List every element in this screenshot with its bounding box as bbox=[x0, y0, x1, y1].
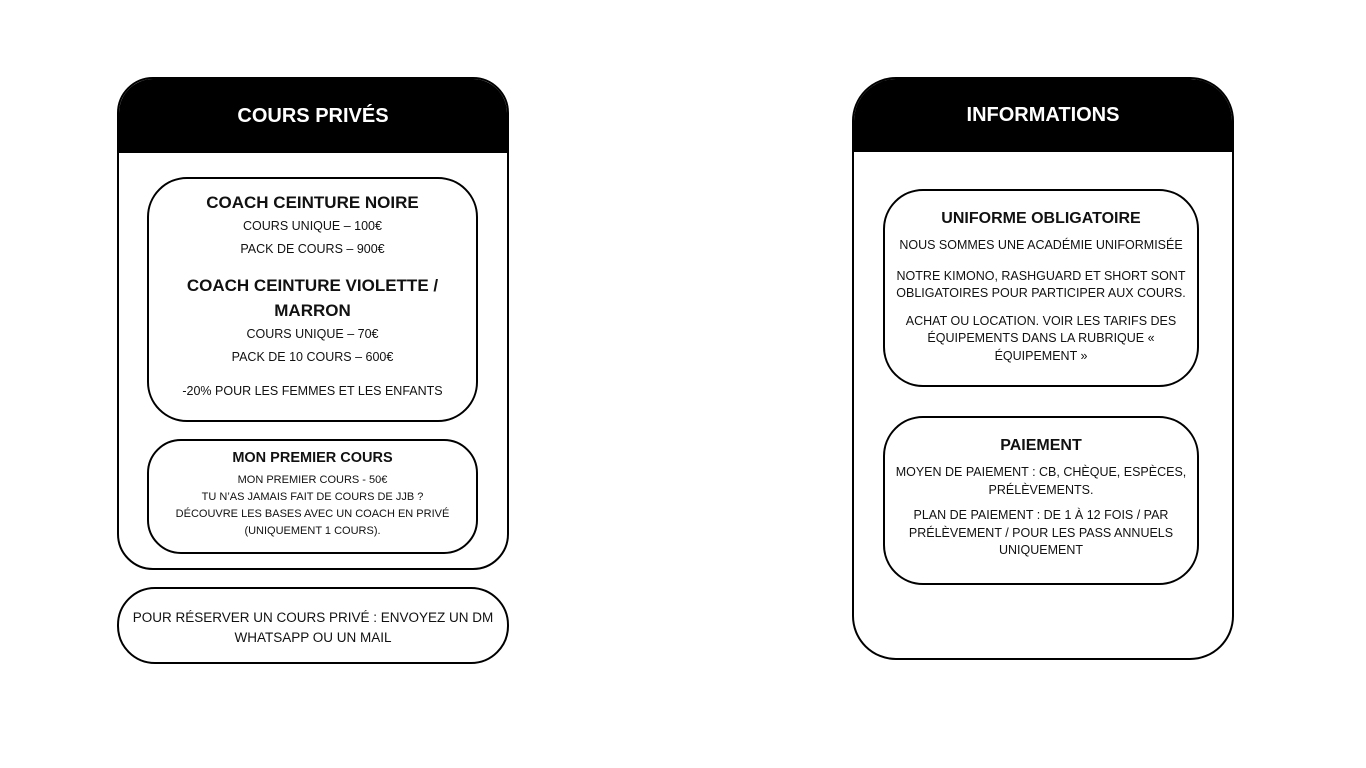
black-belt-title: COACH CEINTURE NOIRE bbox=[206, 193, 419, 212]
informations-header bbox=[854, 79, 1232, 152]
first-course-description-line2: (UNIQUEMENT 1 COURS). bbox=[244, 525, 381, 537]
payment-p2-line1: PLAN DE PAIEMENT : DE 1 À 12 FOIS / PAR bbox=[913, 508, 1169, 522]
first-course-price: MON PREMIER COURS - 50€ bbox=[237, 474, 388, 486]
purple-brown-belt-title-line1: COACH CEINTURE VIOLETTE / bbox=[186, 276, 439, 295]
first-course-question: TU N’AS JAMAIS FAIT DE COURS DE JJB ? bbox=[201, 491, 424, 503]
purple-brown-belt-single-price: COURS UNIQUE – 70€ bbox=[246, 327, 379, 341]
payment-title: PAIEMENT bbox=[1000, 437, 1082, 454]
purple-brown-belt-pack-price: PACK DE 10 COURS – 600€ bbox=[231, 350, 394, 364]
discount-text: -20% POUR LES FEMMES ET LES ENFANTS bbox=[182, 384, 443, 398]
black-belt-pack-price: PACK DE COURS – 900€ bbox=[240, 242, 385, 256]
uniform-p1: NOUS SOMMES UNE ACADÉMIE UNIFORMISÉE bbox=[899, 238, 1183, 252]
pricing-panel bbox=[147, 177, 478, 422]
payment-panel bbox=[883, 416, 1199, 585]
black-belt-single-price: COURS UNIQUE – 100€ bbox=[243, 219, 382, 233]
booking-text-line2: WHATSAPP OU UN MAIL bbox=[234, 629, 392, 645]
booking-panel bbox=[117, 587, 509, 664]
private-courses-title: COURS PRIVÉS bbox=[237, 104, 389, 127]
payment-p2-line3: UNIQUEMENT bbox=[998, 543, 1084, 557]
uniform-p3-line3: ÉQUIPEMENT » bbox=[994, 348, 1088, 363]
uniform-p2-line1: NOTRE KIMONO, RASHGUARD ET SHORT SONT bbox=[896, 268, 1186, 283]
booking-text-line1: POUR RÉSERVER UN COURS PRIVÉ : ENVOYEZ UN DM bbox=[132, 610, 494, 625]
payment-p1-line2: PRÉLÈVEMENTS. bbox=[988, 482, 1094, 497]
purple-brown-belt-title-line2: MARRON bbox=[274, 301, 351, 320]
first-course-description-line1: DÉCOUVRE LES BASES AVEC UN COACH EN PRIVÉ bbox=[175, 508, 450, 520]
uniform-p2-line2: OBLIGATOIRES POUR PARTICIPER AUX COURS. bbox=[896, 286, 1186, 300]
uniform-title: UNIFORME OBLIGATOIRE bbox=[941, 210, 1141, 227]
first-course-panel bbox=[147, 439, 478, 554]
payment-p1-line1: MOYEN DE PAIEMENT : CB, CHÈQUE, ESPÈCES, bbox=[895, 465, 1187, 479]
uniform-panel bbox=[883, 189, 1199, 387]
uniform-p3-line2: ÉQUIPEMENTS DANS LA RUBRIQUE « bbox=[927, 331, 1155, 345]
private-courses-header bbox=[119, 79, 507, 153]
informations-title: INFORMATIONS bbox=[966, 104, 1120, 126]
uniform-p3-line1: ACHAT OU LOCATION. VOIR LES TARIFS DES bbox=[905, 313, 1177, 328]
payment-p2-line2: PRÉLÈVEMENT / POUR LES PASS ANNUELS bbox=[908, 525, 1174, 540]
first-course-title: MON PREMIER COURS bbox=[232, 450, 393, 466]
